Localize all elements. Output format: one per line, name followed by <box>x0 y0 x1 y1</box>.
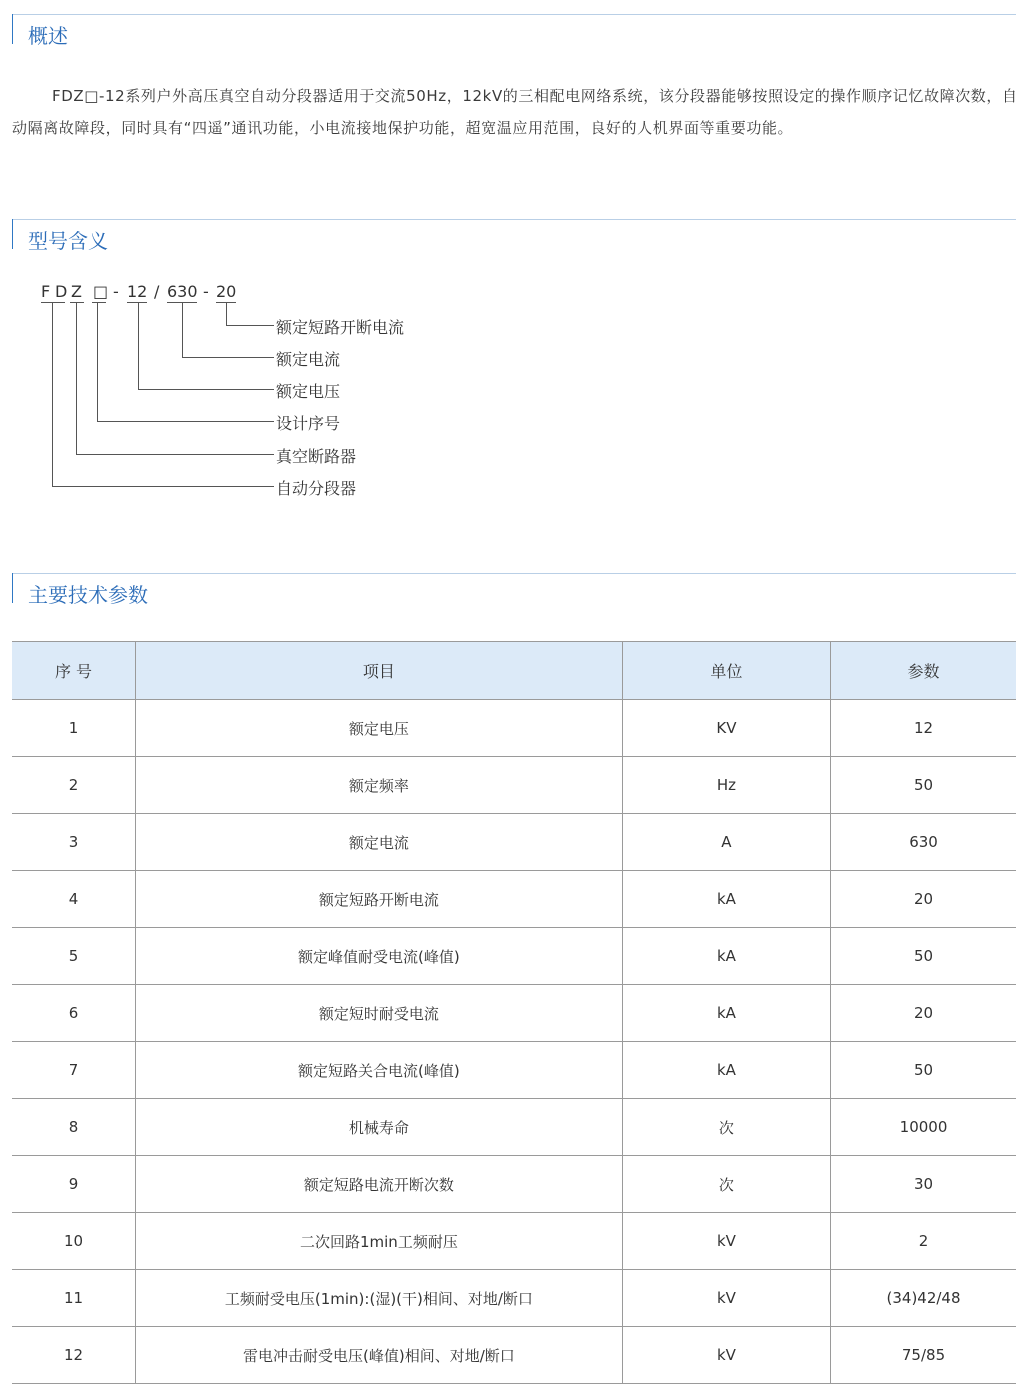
header-rule <box>12 573 1016 574</box>
row-item-cell: 额定电流 <box>136 814 623 871</box>
label-rated-current: 额定电流 <box>276 350 341 369</box>
leader-line <box>76 454 274 455</box>
row-value-cell: 50 <box>831 1042 1016 1099</box>
table-body <box>12 700 1016 1384</box>
row-value-cell: 75/85 <box>831 1327 1016 1384</box>
row-item-cell: 额定短路电流开断次数 <box>136 1156 623 1213</box>
row-item-cell: 雷电冲击耐受电压(峰值)相间、对地/断口 <box>136 1327 623 1384</box>
code-slash: / <box>154 282 160 301</box>
row-unit-cell: kV <box>622 1270 830 1327</box>
label-vacuum-breaker: 真空断路器 <box>276 447 357 466</box>
code-char-z: Z <box>71 282 82 301</box>
header-serial: 序 号 <box>12 642 136 700</box>
table-row <box>12 1327 1016 1384</box>
header-item: 项目 <box>136 642 623 700</box>
overview-text: FDZ□-12系列户外高压真空自动分段器适用于交流50Hz，12kV的三相配电网络系统，该分段器能够按照设定的操作顺序记忆故障次数，自动隔离故障段，同时具有“四遥”通讯功能，小电流接地保护功能，超宽温应用范围，良好的人机界面等重要功能。 <box>12 87 1018 137</box>
row-serial-cell: 12 <box>12 1327 136 1384</box>
row-unit-cell: 次 <box>622 1099 830 1156</box>
row-value-cell: 20 <box>831 871 1016 928</box>
row-value-cell: 10000 <box>831 1099 1016 1156</box>
row-serial-cell: 5 <box>12 928 136 985</box>
row-value-cell: 2 <box>831 1213 1016 1270</box>
label-rated-voltage: 额定电压 <box>276 382 341 401</box>
row-unit-cell: kV <box>622 1213 830 1270</box>
row-item-cell: 额定频率 <box>136 757 623 814</box>
row-serial-cell: 3 <box>12 814 136 871</box>
row-value-cell: 50 <box>831 757 1016 814</box>
table-row <box>12 814 1016 871</box>
row-unit-cell: Hz <box>622 757 830 814</box>
row-serial-cell: 1 <box>12 700 136 757</box>
code-char-box: □ <box>93 282 109 301</box>
row-item-cell: 机械寿命 <box>136 1099 623 1156</box>
row-serial-cell: 4 <box>12 871 136 928</box>
table-row <box>12 757 1016 814</box>
table-row <box>12 700 1016 757</box>
row-unit-cell: 次 <box>622 1156 830 1213</box>
row-item-cell: 额定短路关合电流(峰值) <box>136 1042 623 1099</box>
overview-section-header <box>12 14 1016 48</box>
row-item-cell: 二次回路1min工频耐压 <box>136 1213 623 1270</box>
row-serial-cell: 2 <box>12 757 136 814</box>
overview-paragraph <box>12 80 1024 144</box>
table-row <box>12 928 1016 985</box>
table-row <box>12 1099 1016 1156</box>
leader-line <box>52 303 53 486</box>
table-row <box>12 871 1016 928</box>
code-voltage: 12 <box>127 282 148 301</box>
header-rule <box>12 14 1016 15</box>
row-value-cell: 20 <box>831 985 1016 1042</box>
code-underline <box>127 302 147 303</box>
leader-line <box>97 421 274 422</box>
leader-line <box>182 357 274 358</box>
table-row <box>12 1042 1016 1099</box>
header-accent-bar <box>12 14 13 44</box>
row-value-cell: 50 <box>831 928 1016 985</box>
overview-title: 概述 <box>28 24 68 48</box>
row-serial-cell: 6 <box>12 985 136 1042</box>
leader-line <box>97 303 98 421</box>
code-underline <box>41 302 65 303</box>
code-current: 630 <box>167 282 198 301</box>
code-dash-1: - <box>113 282 119 301</box>
leader-line <box>52 486 274 487</box>
table-row <box>12 1213 1016 1270</box>
row-unit-cell: kA <box>622 871 830 928</box>
code-dash-2: - <box>203 282 209 301</box>
params-title: 主要技术参数 <box>28 583 148 607</box>
leader-line <box>182 303 183 357</box>
code-underline <box>92 302 106 303</box>
row-unit-cell: A <box>622 814 830 871</box>
row-unit-cell: kA <box>622 1042 830 1099</box>
header-unit: 单位 <box>622 642 830 700</box>
row-item-cell: 额定短时耐受电流 <box>136 985 623 1042</box>
table-row <box>12 1156 1016 1213</box>
row-unit-cell: kA <box>622 928 830 985</box>
code-underline <box>70 302 84 303</box>
row-item-cell: 额定电压 <box>136 700 623 757</box>
row-item-cell: 额定短路开断电流 <box>136 871 623 928</box>
table-header-row <box>12 642 1016 700</box>
header-value: 参数 <box>831 642 1016 700</box>
params-table <box>12 641 1016 1384</box>
row-item-cell: 额定峰值耐受电流(峰值) <box>136 928 623 985</box>
row-serial-cell: 7 <box>12 1042 136 1099</box>
label-design-serial: 设计序号 <box>276 414 341 433</box>
row-value-cell: (34)42/48 <box>831 1270 1016 1327</box>
row-item-cell: 工频耐受电压(1min):(湿)(干)相间、对地/断口 <box>136 1270 623 1327</box>
header-accent-bar <box>12 219 13 249</box>
params-section-header <box>12 573 1016 607</box>
row-unit-cell: kA <box>622 985 830 1042</box>
code-char-d: D <box>55 282 68 301</box>
header-rule <box>12 219 1016 220</box>
row-value-cell: 12 <box>831 700 1016 757</box>
row-serial-cell: 8 <box>12 1099 136 1156</box>
code-breaking-current: 20 <box>216 282 237 301</box>
row-serial-cell: 9 <box>12 1156 136 1213</box>
table-row <box>12 1270 1016 1327</box>
leader-line <box>138 303 139 389</box>
code-char-f: F <box>41 282 51 301</box>
model-title: 型号含义 <box>28 229 108 253</box>
label-rated-breaking-current: 额定短路开断电流 <box>276 318 405 337</box>
leader-line <box>226 303 227 325</box>
model-section-header <box>12 219 1016 253</box>
leader-line <box>138 389 274 390</box>
leader-line <box>226 325 274 326</box>
row-unit-cell: kV <box>622 1327 830 1384</box>
leader-line <box>76 303 77 454</box>
row-value-cell: 30 <box>831 1156 1016 1213</box>
header-accent-bar <box>12 573 13 603</box>
row-serial-cell: 11 <box>12 1270 136 1327</box>
label-auto-sectionalizer: 自动分段器 <box>276 479 357 498</box>
row-value-cell: 630 <box>831 814 1016 871</box>
row-serial-cell: 10 <box>12 1213 136 1270</box>
row-unit-cell: KV <box>622 700 830 757</box>
table-row <box>12 985 1016 1042</box>
